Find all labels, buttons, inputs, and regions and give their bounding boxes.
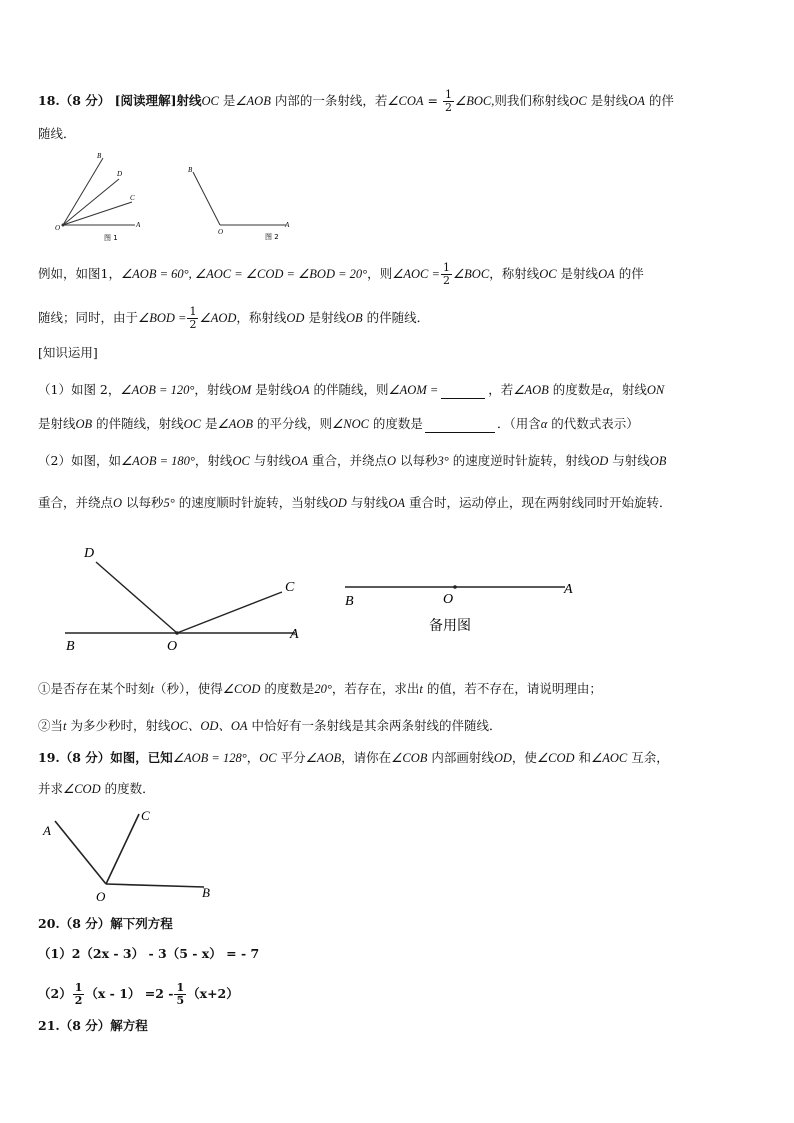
subq-1: [38, 681, 602, 697]
text: 的度数是: [260, 681, 315, 696]
text: 重合，并绕点: [38, 495, 114, 510]
fig4-label-a: A: [564, 582, 573, 597]
text: 是射线: [38, 416, 76, 431]
fraction-numerator: 1: [442, 261, 450, 274]
math-angle-aoc: ∠AOC: [591, 751, 628, 765]
q18-heading: 18.（8 分） [阅读理解]射线: [38, 93, 202, 108]
fraction: [174, 982, 186, 1007]
fig3-label-o: O: [167, 639, 178, 654]
fraction-denominator: 2: [74, 994, 83, 1007]
fig4-label-b: B: [345, 594, 354, 609]
text: 的度数是: [368, 416, 423, 431]
math-oa: OA: [598, 267, 615, 281]
fig1-caption: 图 1: [104, 234, 118, 242]
math-angle-cob: ∠COB: [391, 751, 428, 765]
text: 的代数式表示）: [547, 416, 639, 431]
part1-line1: [38, 382, 664, 399]
answer-blank-1[interactable]: [441, 382, 485, 399]
text: 的伴: [644, 93, 674, 108]
q19-line2: [38, 781, 155, 797]
math-od: OD: [286, 311, 305, 325]
math-t: t: [150, 682, 154, 696]
math-angle-boc: ∠BOC: [452, 267, 490, 281]
text: 的伴: [614, 266, 644, 281]
fig2-label-a: A: [285, 221, 290, 229]
q19-label-a: A: [43, 823, 51, 838]
text: ，射线: [194, 382, 232, 397]
text: 是射线: [251, 382, 293, 397]
fraction-denominator: 2: [189, 318, 197, 331]
figure-backup: [340, 575, 580, 645]
q19-label-c: C: [141, 808, 150, 823]
text: 重合时，运动停止，现在两射线同时开始旋转．: [404, 495, 672, 510]
math-ob: OB: [649, 454, 667, 468]
math-oa: OA: [291, 454, 308, 468]
math-rays: OC、OD、OA: [170, 719, 248, 733]
text: 的速度逆时针旋转，射线: [448, 453, 591, 468]
example-line1: [38, 262, 644, 287]
text: ，称射线: [236, 310, 287, 325]
math: 20°: [314, 682, 332, 696]
math-oc: OC: [259, 751, 277, 765]
math-angle-aoc: ∠AOC =: [392, 267, 440, 281]
fig3-label-b: B: [66, 639, 75, 654]
fig1-label-d: D: [117, 170, 123, 178]
text: 并求: [38, 781, 64, 796]
math-t: t: [63, 719, 67, 733]
text: =: [423, 93, 442, 108]
fig3-label-d: D: [84, 546, 95, 561]
math-angle-noc: ∠NOC: [332, 417, 369, 431]
q21-heading: 21.（8 分）解方程: [38, 1018, 148, 1033]
math-angle-boc: ∠BOC,: [454, 94, 495, 108]
text: ，请你在: [341, 750, 392, 765]
math-angle-cod: ∠COD: [222, 682, 261, 696]
q19-figure: [38, 805, 228, 905]
q19-label-b: B: [202, 885, 210, 900]
math-oa: OA: [388, 496, 405, 510]
text: 内部的一条射线，若: [270, 93, 388, 108]
math-od: OD: [328, 496, 347, 510]
text: 和: [574, 750, 592, 765]
text: 的伴随线，射线: [92, 416, 184, 431]
math-oa: OA: [628, 94, 645, 108]
math: ∠AOB = 180°: [120, 454, 195, 468]
text: ，若: [488, 382, 514, 397]
fig4-label-o: O: [443, 592, 454, 607]
q20-eq1: （1）2（2x - 3） - 3（5 - x） = - 7: [38, 946, 260, 961]
text: 的度数．: [100, 781, 155, 796]
fraction-numerator: 1: [189, 305, 197, 318]
fraction-numerator: 1: [444, 88, 452, 101]
fraction-denominator: 5: [176, 994, 185, 1007]
fraction: [73, 982, 85, 1007]
text: ，使: [511, 750, 537, 765]
text: 例如，如图1，: [38, 266, 121, 281]
q20-eq2: [38, 982, 239, 1007]
text: 平分: [276, 750, 306, 765]
text: 是: [201, 416, 218, 431]
text: 与射线: [608, 453, 650, 468]
text: 的伴随线，则: [309, 382, 389, 397]
text: （秒），使得: [154, 681, 223, 696]
fig3-label-c: C: [285, 580, 295, 595]
math-angle-aom: ∠AOM =: [388, 383, 439, 397]
text: ②当: [38, 718, 64, 733]
fraction-denominator: 2: [442, 274, 450, 287]
text: （2）如图，如: [38, 453, 121, 468]
fig4-caption: 备用图: [429, 618, 471, 634]
math-alpha: α: [602, 383, 610, 397]
fig1-label-b: B: [97, 152, 102, 160]
text: 以每秒: [395, 453, 438, 468]
text: 则我们称射线: [494, 93, 570, 108]
math-od: OD: [493, 751, 512, 765]
text: ，射线: [194, 453, 233, 468]
text: ．（用含: [496, 416, 541, 431]
text: 以每秒: [122, 495, 164, 510]
math-angle-aob: ∠AOB: [217, 417, 254, 431]
math-t: t: [419, 682, 423, 696]
part2-line1: [38, 453, 666, 469]
part2-line2: [38, 495, 671, 511]
q19-heading: 19.（8 分）如图，已知: [38, 750, 173, 765]
answer-blank-2[interactable]: [425, 416, 495, 433]
part1-line2: [38, 416, 639, 433]
math-oc: OC: [539, 267, 557, 281]
fig1-label-a: A: [136, 221, 141, 229]
math-angle-cod: ∠COD: [536, 751, 575, 765]
fraction-half: [441, 262, 452, 287]
math-angles: ∠AOB = 60°, ∠AOC = ∠COD = ∠BOD = 20°: [120, 267, 368, 281]
q19-line1: [38, 750, 669, 766]
fraction-numerator: 1: [176, 981, 185, 994]
text: 与射线: [346, 495, 389, 510]
text: 为多少秒时，射线: [66, 718, 171, 733]
fig2-label-b: B: [188, 166, 193, 174]
fraction-denominator: 2: [444, 101, 452, 114]
math: ∠AOB = 128°: [172, 751, 247, 765]
text: 的速度顺时针旋转，当射线: [174, 495, 329, 510]
text: ，: [246, 750, 260, 765]
fraction-numerator: 1: [74, 981, 83, 994]
fig1-label-o: O: [55, 224, 61, 232]
math-angle-cod: ∠COD: [63, 782, 101, 796]
knowledge-heading: [知识运用]: [38, 345, 98, 360]
text: 的伴随线．: [362, 310, 430, 325]
q19-label-o: O: [96, 889, 106, 904]
text: 的度数是: [548, 382, 603, 397]
math-on: ON: [646, 383, 665, 397]
math-angle-coa: ∠COA: [387, 94, 424, 108]
math-oc: OC: [569, 94, 587, 108]
math-om: OM: [231, 383, 252, 397]
figure-3: [60, 540, 320, 655]
text: 是: [218, 93, 236, 108]
math: ∠AOB = 120°: [120, 383, 195, 397]
math-od: OD: [590, 454, 609, 468]
subq-2: [38, 718, 502, 734]
math-angle-aob: ∠AOB: [305, 751, 342, 765]
math-oa: OA: [292, 383, 310, 397]
fig3-label-a: A: [290, 627, 299, 642]
text: ①是否存在某个时刻: [38, 681, 151, 696]
math-angle-aob: ∠AOB: [235, 94, 271, 108]
text: 与射线: [249, 453, 292, 468]
math: 3°: [437, 454, 449, 468]
math-oc: OC: [183, 417, 202, 431]
text: 是射线: [304, 310, 346, 325]
text: （x+2）: [187, 986, 239, 1001]
text: 是射线: [556, 266, 599, 281]
text: 中恰好有一条射线是其余两条射线的伴随线．: [247, 718, 502, 733]
math: 5°: [163, 496, 175, 510]
text: （x - 1） =2 -: [85, 986, 174, 1001]
figure-1: [55, 150, 155, 240]
math-o: O: [113, 496, 123, 510]
fig2-caption: 图 2: [265, 233, 279, 241]
fig2-label-o: O: [218, 228, 224, 236]
q20-heading: 20.（8 分）解下列方程: [38, 916, 173, 931]
math-o: O: [386, 454, 396, 468]
figure-2: [185, 162, 295, 242]
math-angle-bod: ∠BOD =: [138, 311, 187, 325]
q18-line2: 随线．: [38, 126, 76, 141]
example-line2: [38, 306, 429, 331]
math-angle-aob: ∠AOB: [513, 383, 549, 397]
text: 互余，: [627, 750, 669, 765]
q18-line1: [38, 89, 674, 114]
text: （1）如图 2，: [38, 382, 121, 397]
math-ob: OB: [75, 417, 93, 431]
text: ，则: [367, 266, 393, 281]
text: ，称射线: [489, 266, 540, 281]
fraction-half: [443, 89, 454, 114]
math-oc: OC: [201, 94, 219, 108]
math-oc: OC: [232, 454, 250, 468]
text: 内部画射线: [427, 750, 494, 765]
math-angle-aod: ∠AOD: [199, 311, 237, 325]
text: ，射线: [609, 382, 647, 397]
text: ，若存在，求出: [331, 681, 420, 696]
math-ob: OB: [345, 311, 363, 325]
text: 随线；同时，由于: [38, 310, 139, 325]
text: 是射线: [586, 93, 629, 108]
fig1-label-c: C: [130, 194, 135, 202]
text: 重合，并绕点: [307, 453, 387, 468]
text: （2）: [38, 986, 72, 1001]
fraction-half: [187, 306, 198, 331]
text: 的平分线，则: [253, 416, 333, 431]
math-alpha: α: [540, 417, 548, 431]
text: 的值，若不存在，请说明理由；: [422, 681, 602, 696]
